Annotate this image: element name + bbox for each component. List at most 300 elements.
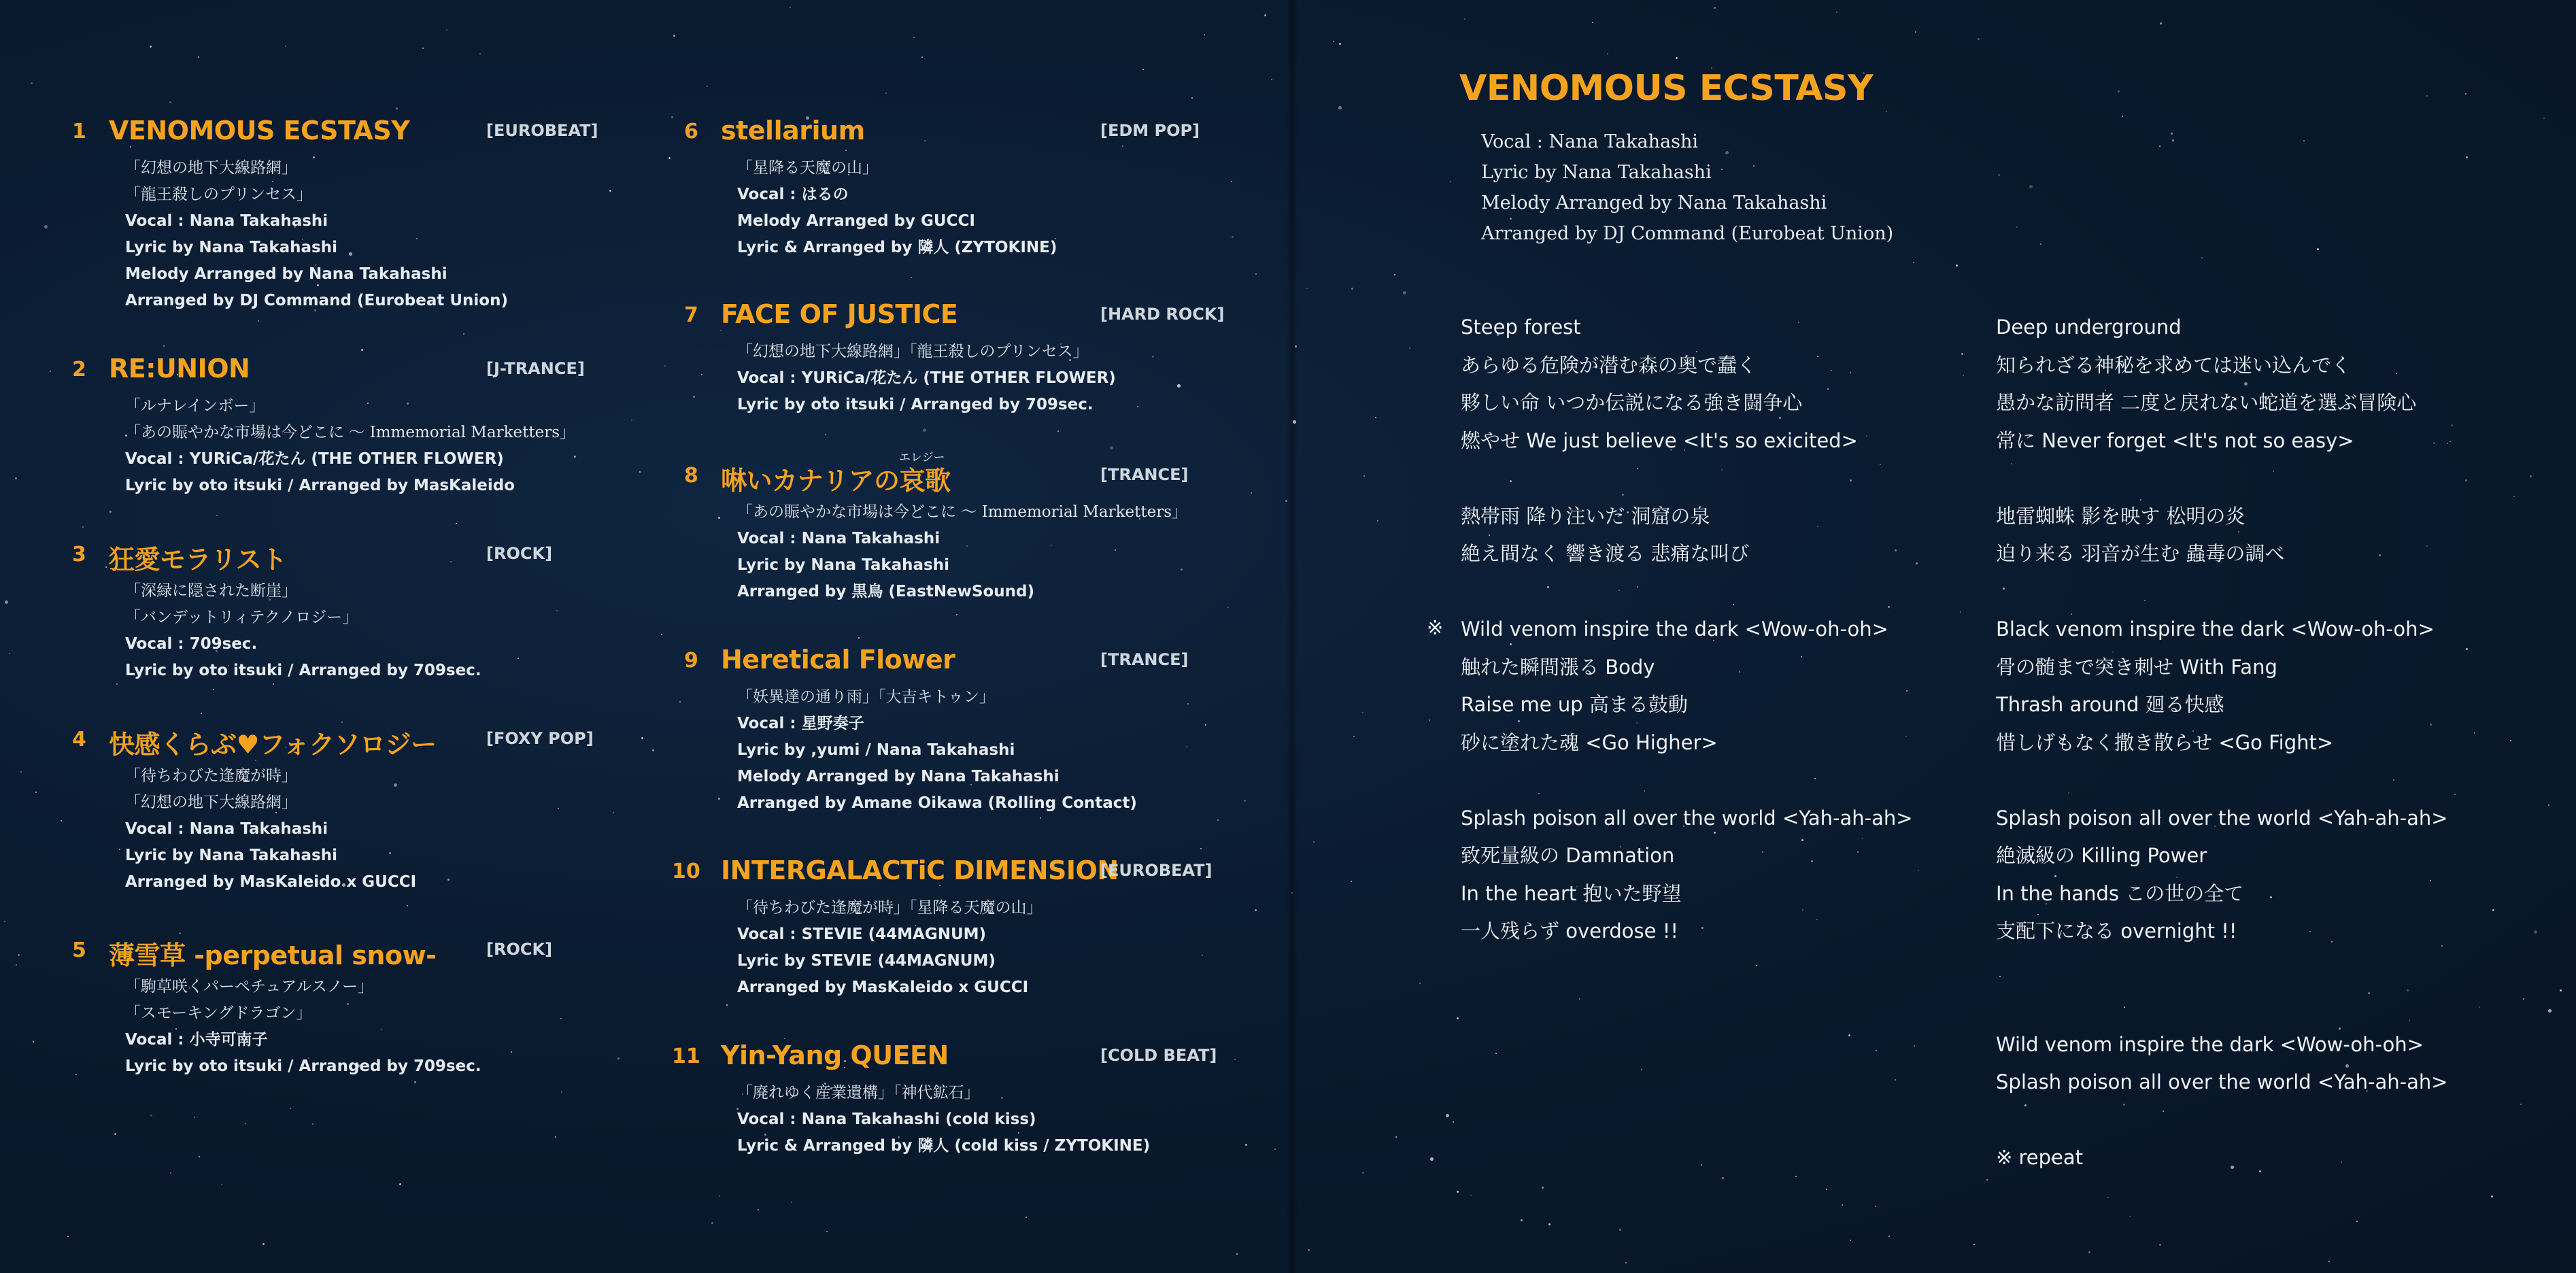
star-dot <box>105 566 107 568</box>
star-dot <box>2451 424 2453 426</box>
credit-line: 「龍王殺しのプリンセス」 <box>125 186 313 203</box>
star-dot <box>1394 274 1395 275</box>
star-dot <box>511 1051 512 1053</box>
lyric-line: 支配下になる overnight !! <box>1996 919 2237 943</box>
credit-line: Vocal : YURiCa/花たん (THE OTHER FLOWER) <box>737 369 1116 387</box>
lyric-line: あらゆる危険が潜む森の奥で蠢く <box>1461 353 1757 377</box>
star-dot <box>44 225 48 228</box>
track-number: 4 <box>72 728 86 751</box>
star-dot <box>1351 881 1352 882</box>
lyric-line: 熱帯雨 降り注いだ 洞窟の泉 <box>1461 504 1710 528</box>
star-dot <box>2122 116 2123 117</box>
lyric-line: Black venom inspire the dark <Wow-oh-oh> <box>1996 617 2435 641</box>
track-genre: [EUROBEAT] <box>1100 861 1213 880</box>
star-dot <box>560 1018 562 1019</box>
star-dot <box>2088 1251 2090 1253</box>
star-dot <box>1313 841 1315 843</box>
star-dot <box>1231 181 1232 182</box>
star-dot <box>631 420 632 421</box>
star-dot <box>1542 1187 1544 1189</box>
star-dot <box>826 1231 828 1232</box>
star-dot <box>641 737 643 739</box>
lyric-line: 一人残らず overdose !! <box>1461 919 1678 943</box>
star-dot <box>825 434 826 435</box>
lyric-line: Wild venom inspire the dark <Wow-oh-oh> <box>1461 617 1888 641</box>
lyric-line: 夥しい命 いつか伝説になる強き闘争心 <box>1461 391 1803 414</box>
star-dot <box>726 1004 728 1006</box>
track-credits <box>737 499 1187 605</box>
track-genre: [EDM POP] <box>1100 121 1200 140</box>
track-title: stellarium <box>721 116 865 146</box>
star-dot <box>2171 133 2173 135</box>
star-dot <box>1548 1223 1550 1225</box>
star-dot <box>2159 1244 2161 1246</box>
star-dot <box>33 1041 34 1042</box>
star-dot <box>2016 226 2018 228</box>
star-dot <box>1986 1179 1988 1181</box>
track-number: 2 <box>72 358 86 381</box>
star-dot <box>1295 345 1297 347</box>
credit-line: Vocal : STEVIE (44MAGNUM) <box>737 926 987 943</box>
track-number: 3 <box>72 543 86 566</box>
star-dot <box>258 320 259 322</box>
star-dot <box>707 86 708 87</box>
booklet-fold <box>1287 0 1298 1273</box>
star-dot <box>1916 562 1918 564</box>
credit-line: Vocal : 709sec. <box>125 635 258 653</box>
star-dot <box>1202 955 1203 956</box>
star-dot <box>16 964 17 966</box>
credit-line: 「幻想の地下大線路網」 <box>125 794 297 811</box>
star-dot <box>1430 1157 1434 1161</box>
credit-line: Vocal : Nana Takahashi <box>737 530 940 547</box>
credit-line: 「スモーキングドラゴン」 <box>125 1004 312 1022</box>
star-dot <box>885 92 887 94</box>
track-credits <box>125 763 416 896</box>
star-dot <box>1351 288 1353 290</box>
lyric-line: Splash poison all over the world <Yah-ah-ah> <box>1996 806 2448 830</box>
star-dot <box>198 56 199 58</box>
star-dot <box>2479 1006 2480 1008</box>
star-dot <box>1110 446 1113 449</box>
lyric-line: 触れた瞬間漲る Body <box>1461 655 1655 679</box>
star-dot <box>1913 262 1914 263</box>
star-dot <box>2523 998 2524 1000</box>
star-dot <box>1495 1053 1497 1054</box>
star-dot <box>1963 375 1964 376</box>
credit-line: Vocal : はるの <box>737 186 849 203</box>
lyric-line: ※ repeat <box>1996 1146 2084 1169</box>
star-dot <box>2466 648 2468 650</box>
credit-line: 「待ちわびた逢魔が時」「星降る天魔の山」 <box>737 899 1043 917</box>
track-genre: [COLD BEAT] <box>1100 1046 1217 1065</box>
star-dot <box>556 610 558 611</box>
star-dot <box>679 701 681 702</box>
star-dot <box>1255 909 1257 911</box>
star-dot <box>1227 607 1229 608</box>
stanza-gap <box>1996 573 2448 611</box>
star-dot <box>1232 236 1234 238</box>
star-dot <box>718 798 720 800</box>
credit-line: Arranged by Amane Oikawa (Rolling Contact) <box>737 794 1137 812</box>
star-dot <box>2474 732 2475 734</box>
lyric-line: Raise me up 高まる鼓動 <box>1461 693 1688 716</box>
star-dot <box>194 1117 195 1118</box>
star-dot <box>1026 1217 1027 1218</box>
star-dot <box>2118 90 2120 92</box>
star-dot <box>1285 500 1287 502</box>
star-dot <box>446 29 447 31</box>
star-dot <box>456 523 457 524</box>
credit-line: 「幻想の地下大線路網」「龍王殺しのプリンセス」 <box>737 343 1089 360</box>
star-dot <box>617 1057 620 1059</box>
star-dot <box>1836 12 1837 13</box>
track-number: 1 <box>72 120 86 143</box>
star-dot <box>1888 1236 1890 1237</box>
credit-line: 「ルナレインボー」 <box>125 397 265 415</box>
star-dot <box>2107 1197 2109 1198</box>
star-dot <box>1362 712 1363 713</box>
track-credits <box>125 578 481 684</box>
star-dot <box>1403 291 1406 294</box>
star-dot <box>1756 965 1757 966</box>
star-dot <box>1205 724 1206 726</box>
stanza-gap <box>1461 460 1913 498</box>
star-dot <box>1641 1069 1642 1070</box>
star-dot <box>956 614 957 615</box>
credit-line: Vocal : Nana Takahashi <box>125 820 328 838</box>
lyric-line: 骨の髄まで突き刺せ With Fang <box>1996 655 2277 679</box>
star-dot <box>664 365 666 367</box>
star-dot <box>35 792 37 793</box>
track-genre: [TRANCE] <box>1100 650 1189 669</box>
star-dot <box>1464 18 1465 20</box>
star-dot <box>414 1081 416 1083</box>
star-dot <box>613 812 614 813</box>
star-dot <box>1450 181 1451 182</box>
track-genre: [J-TRANCE] <box>486 359 585 378</box>
star-dot <box>2465 479 2467 481</box>
stanza-gap <box>1996 951 2448 989</box>
star-dot <box>67 1236 69 1237</box>
star-dot <box>1978 38 1980 40</box>
star-dot <box>1251 492 1252 494</box>
credit-line: 「待ちわびた逢魔が時」 <box>125 767 297 785</box>
star-dot <box>1886 111 1887 112</box>
credit-line: 「あの賑やかな市場は今どこに ～ Immemorial Marketters」 <box>737 503 1188 521</box>
star-dot <box>422 48 424 49</box>
star-dot <box>924 140 926 141</box>
star-dot <box>1363 475 1365 477</box>
star-dot <box>1362 1172 1364 1174</box>
star-dot <box>1377 520 1378 522</box>
star-dot <box>15 477 17 479</box>
star-dot <box>1457 1191 1459 1193</box>
star-dot <box>2160 22 2162 24</box>
track-genre: [ROCK] <box>486 544 553 563</box>
star-dot <box>718 517 720 519</box>
star-dot <box>50 371 51 372</box>
star-dot <box>4 921 5 922</box>
star-dot <box>693 396 695 398</box>
star-dot <box>216 515 218 516</box>
lyric-line: 地雷蜘蛛 影を映す 松明の炎 <box>1996 504 2245 528</box>
star-dot <box>1470 1195 1472 1196</box>
star-dot <box>18 954 20 956</box>
credit-line: Melody Arranged by Nana Takahashi <box>125 265 447 283</box>
star-dot <box>1850 1240 1851 1241</box>
star-dot <box>1306 288 1308 289</box>
lyric-line: Deep underground <box>1996 316 2182 339</box>
star-dot <box>1848 1034 1850 1036</box>
star-dot <box>2492 909 2494 911</box>
credit-line: Lyric by oto itsuki / Arranged by 709sec. <box>125 1057 481 1075</box>
star-dot <box>1579 998 1580 1000</box>
star-dot <box>1245 1144 1247 1146</box>
credit-line: Arranged by MasKaleido x GUCCI <box>737 979 1029 996</box>
star-dot <box>2040 243 2041 245</box>
star-dot <box>150 1115 152 1117</box>
star-dot <box>2303 140 2305 141</box>
star-dot <box>1395 1136 1397 1138</box>
track-credits <box>125 393 575 499</box>
star-dot <box>2491 1195 2493 1198</box>
star-dot <box>463 333 464 335</box>
lyrics-column-left <box>1461 309 1913 951</box>
credit-line: Vocal : YURiCa/花たん (THE OTHER FLOWER) <box>125 450 504 468</box>
star-dot <box>221 1184 222 1185</box>
star-dot <box>1973 1244 1975 1245</box>
credit-line: Lyric by STEVIE (44MAGNUM) <box>737 952 996 970</box>
star-dot <box>1619 1229 1621 1231</box>
song-title: VENOMOUS ECSTASY <box>1459 68 1874 109</box>
credit-line: 「廃れゆく産業遺構」「神代鉱石」 <box>737 1084 980 1102</box>
lyric-line: Steep forest <box>1461 316 1581 339</box>
star-dot <box>2029 185 2033 188</box>
track-credits <box>737 339 1116 418</box>
star-dot <box>518 658 519 659</box>
star-dot <box>312 1123 313 1125</box>
credit-line: Lyric & Arranged by 隣人 (cold kiss / ZYTOKINE) <box>737 1137 1151 1155</box>
star-dot <box>407 905 408 906</box>
star-dot <box>1308 1249 1310 1251</box>
star-dot <box>1236 1253 1238 1255</box>
star-dot <box>1177 384 1181 388</box>
star-dot <box>2520 1104 2522 1105</box>
star-dot <box>116 683 118 685</box>
star-dot <box>1040 817 1041 819</box>
star-dot <box>671 116 673 118</box>
track-title: 快感くらぶ♥フォクソロジー <box>109 730 437 760</box>
star-dot <box>2510 740 2511 741</box>
track-genre: [EUROBEAT] <box>486 121 598 140</box>
credit-line: Lyric by oto itsuki / Arranged by MasKaleido <box>125 477 515 494</box>
track-credits <box>737 155 1057 261</box>
star-dot <box>2454 794 2456 795</box>
star-dot <box>20 771 22 773</box>
star-dot <box>2560 989 2562 991</box>
star-dot <box>201 713 202 714</box>
track-title: 啉いカナリアの哀歌 <box>721 466 951 496</box>
track-number: 11 <box>672 1045 700 1068</box>
track-title: 薄雪草 -perpetual snow- <box>109 940 437 970</box>
track-title: VENOMOUS ECSTASY <box>109 116 410 146</box>
star-dot <box>1255 273 1257 275</box>
star-dot <box>2328 1261 2330 1262</box>
lyric-line: 惜しげもなく撒き散らせ <Go Fight> <box>1996 730 2334 754</box>
star-dot <box>2172 139 2174 141</box>
credit-line: Lyric by ,yumi / Nana Takahashi <box>737 741 1015 759</box>
star-dot <box>1429 719 1430 721</box>
lyric-line: 知られざる神秘を求めては迷い込んでく <box>1996 353 2352 377</box>
star-dot <box>447 879 450 881</box>
star-dot <box>784 1038 785 1039</box>
star-dot <box>1607 53 1608 54</box>
credit-line: Lyric by Nana Takahashi <box>125 239 337 256</box>
star-dot <box>1453 1121 1454 1123</box>
track-title: 狂愛モラリスト <box>109 545 287 575</box>
star-dot <box>169 101 171 103</box>
star-dot <box>396 107 398 109</box>
stanza-gap <box>1996 762 2448 800</box>
chorus-mark: ※ <box>1427 616 1444 639</box>
star-dot <box>2543 118 2545 119</box>
star-dot <box>1217 819 1219 821</box>
star-dot <box>213 689 214 690</box>
star-dot <box>1187 703 1189 705</box>
lyric-line: Thrash around 廻る快感 <box>1996 693 2224 716</box>
star-dot <box>341 722 343 723</box>
stanza-gap <box>1996 988 2448 1026</box>
star-dot <box>1956 265 1958 267</box>
track-title: Yin-Yang QUEEN <box>721 1040 949 1070</box>
credit-line: Arranged by MasKaleido x GUCCI <box>125 873 417 891</box>
star-dot <box>1409 347 1410 349</box>
track-credits <box>737 895 1043 1001</box>
star-dot <box>1826 1189 1827 1190</box>
star-dot <box>31 82 33 84</box>
star-dot <box>791 1202 792 1203</box>
star-dot <box>758 1209 759 1210</box>
star-dot <box>858 637 860 639</box>
star-dot <box>119 849 120 850</box>
lyric-line: 致死量級の Damnation <box>1461 844 1675 867</box>
star-dot <box>1234 1059 1236 1060</box>
star-dot <box>82 526 84 528</box>
track-genre: [TRANCE] <box>1100 465 1189 484</box>
lyric-line: 絶え間なく 響き渡る 悲痛な叫び <box>1461 542 1750 565</box>
star-dot <box>1152 356 1154 358</box>
lyric-line: Wild venom inspire the dark <Wow-oh-oh> <box>1996 1032 2424 1056</box>
star-dot <box>652 749 654 751</box>
credit-line: 「妖異達の通り雨」「大吉キトゥン」 <box>737 688 995 706</box>
star-dot <box>109 511 112 513</box>
star-dot <box>5 600 8 604</box>
credit-line: 「幻想の地下大線路網」 <box>125 159 297 177</box>
star-dot <box>639 471 641 473</box>
track-genre: [HARD ROCK] <box>1100 305 1225 324</box>
lyric-line: In the hands この世の全て <box>1996 881 2244 905</box>
star-dot <box>1446 1114 1449 1117</box>
star-dot <box>1875 1206 1876 1207</box>
star-dot <box>911 277 912 278</box>
star-dot <box>2356 1221 2358 1222</box>
track-number: 9 <box>684 649 698 673</box>
star-dot <box>1918 870 1919 871</box>
star-dot <box>1876 1050 1877 1051</box>
star-dot <box>2530 475 2532 477</box>
star-dot <box>1419 983 1421 984</box>
lyric-line: 絶滅級の Killing Power <box>1996 844 2207 867</box>
track-credits <box>737 1080 1150 1159</box>
lyric-line: 常に Never forget <It's not so easy> <box>1996 428 2354 452</box>
star-dot <box>558 808 559 809</box>
credit-line: Melody Arranged by Nana Takahashi <box>737 768 1060 785</box>
star-dot <box>2201 257 2203 258</box>
star-dot <box>1701 1164 1702 1166</box>
star-dot <box>1915 31 1916 33</box>
stanza-gap <box>1996 460 2448 498</box>
star-dot <box>1914 1045 1915 1047</box>
track-title: FACE OF JUSTICE <box>721 299 958 329</box>
star-dot <box>1998 174 2000 176</box>
lyrics-column-right <box>1996 309 2448 1177</box>
star-dot <box>262 1243 265 1245</box>
stanza-gap <box>1461 762 1913 800</box>
credit-line: Lyric by Nana Takahashi <box>737 556 949 574</box>
star-dot <box>555 1136 556 1138</box>
track-title: Heretical Flower <box>721 645 955 675</box>
track-number: 10 <box>672 860 700 883</box>
star-dot <box>790 7 791 8</box>
song-credit-line: Arranged by DJ Command (Eurobeat Union) <box>1481 223 1894 244</box>
star-dot <box>290 1108 291 1109</box>
track-number: 7 <box>684 303 698 327</box>
credit-line: 「あの賑やかな市場は今どこに ～ Immemorial Marketters」 <box>125 424 576 441</box>
star-dot <box>2129 1216 2131 1217</box>
star-dot <box>2159 146 2160 147</box>
credit-line: Arranged by DJ Command (Eurobeat Union) <box>125 292 508 309</box>
lyric-line: 迫り来る 羽音が生む 蟲毒の調べ <box>1996 542 2285 565</box>
star-dot <box>1457 1017 1459 1019</box>
star-dot <box>2548 1009 2552 1013</box>
star-dot <box>1676 57 1678 59</box>
credit-line: 「バンデットリィテクノロジー」 <box>125 609 358 626</box>
star-dot <box>711 1222 713 1224</box>
star-dot <box>1293 420 1296 424</box>
star-dot <box>150 46 152 48</box>
star-dot <box>720 330 722 331</box>
credit-line: 「深緑に隠された断崖」 <box>125 582 297 600</box>
song-credits <box>1481 126 1893 249</box>
star-dot <box>1795 1176 1797 1177</box>
track-credits <box>125 155 508 314</box>
star-dot <box>668 157 671 159</box>
star-dot <box>921 56 923 58</box>
star-dot <box>1244 800 1246 802</box>
star-dot <box>1142 69 1144 70</box>
star-dot <box>1204 34 1205 35</box>
star-dot <box>2548 804 2549 806</box>
star-dot <box>2450 441 2451 442</box>
star-dot <box>701 374 702 375</box>
credit-line: 「星降る天魔の山」 <box>737 159 878 177</box>
star-dot <box>2465 93 2467 95</box>
credit-line: Vocal : 星野奏子 <box>737 715 864 732</box>
track-credits <box>737 684 1137 817</box>
song-credit-line: Lyric by Nana Takahashi <box>1481 162 1712 183</box>
lyric-line: In the heart 抱いた野望 <box>1461 881 1682 905</box>
